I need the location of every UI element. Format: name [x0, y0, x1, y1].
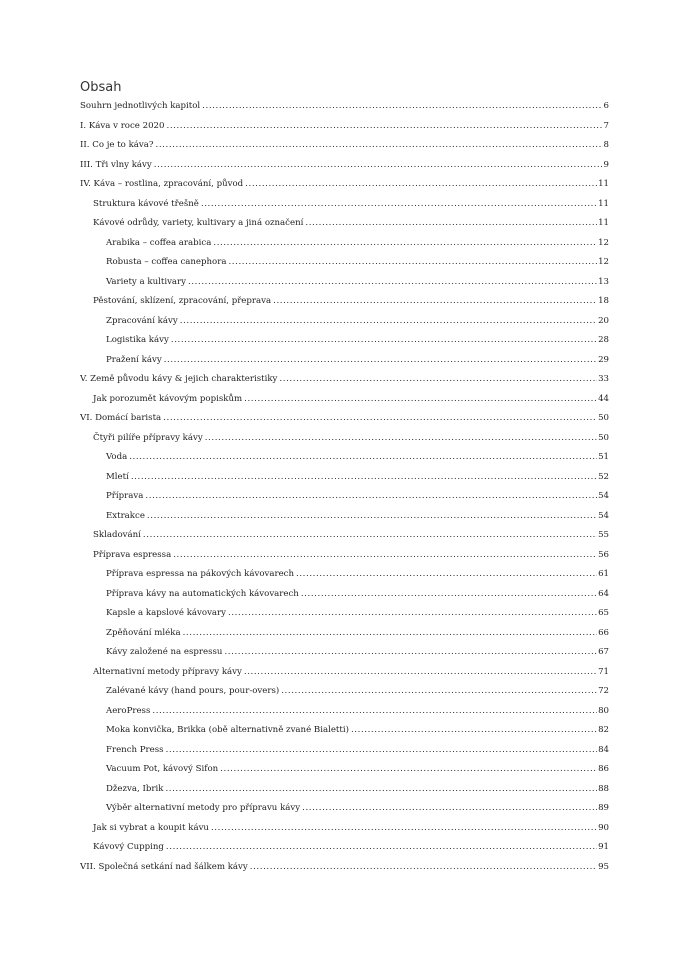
toc-entry[interactable]	[80, 195, 609, 215]
toc-entry[interactable]	[80, 780, 609, 800]
toc-entry[interactable]	[80, 858, 609, 878]
dot-leader	[147, 507, 597, 527]
toc-entry[interactable]	[80, 351, 609, 371]
toc-entry[interactable]	[80, 741, 609, 761]
toc-entry-label: Jak porozumět kávovým popiskům	[93, 393, 243, 404]
dot-leader	[228, 253, 597, 273]
dot-leader	[166, 838, 597, 858]
toc-entry[interactable]	[80, 507, 609, 527]
toc-entry[interactable]	[80, 214, 609, 234]
toc-entry-label: Jak si vybrat a koupit kávu	[93, 822, 209, 833]
toc-entry-page: 64	[598, 588, 609, 599]
toc-entry-label: VI. Domácí barista	[80, 413, 162, 423]
toc-entry[interactable]	[80, 390, 609, 410]
toc-entry-page: 54	[598, 491, 609, 501]
toc-entry-page: 33	[598, 374, 609, 384]
dot-leader	[211, 819, 597, 839]
toc-entry[interactable]	[80, 663, 609, 683]
toc-entry[interactable]	[80, 97, 609, 117]
toc-entry[interactable]	[80, 448, 609, 468]
toc-entry-page: 44	[598, 393, 609, 404]
toc-entry[interactable]	[80, 546, 609, 566]
dot-leader	[163, 409, 597, 429]
toc-entry-page: 66	[598, 627, 609, 638]
toc-entry-page: 11	[598, 218, 609, 228]
toc-entry-page: 89	[598, 803, 609, 813]
table-of-contents	[80, 97, 609, 877]
toc-entry[interactable]	[80, 429, 609, 449]
toc-entry[interactable]	[80, 370, 609, 390]
dot-leader	[213, 234, 597, 254]
dot-leader	[202, 97, 602, 117]
toc-entry-page: 20	[598, 315, 609, 326]
dot-leader	[273, 292, 597, 312]
toc-entry-label: Arabika – coffea arabica	[106, 237, 212, 248]
toc-entry[interactable]	[80, 136, 609, 156]
dot-leader	[244, 663, 597, 683]
toc-entry-page: 82	[598, 725, 609, 735]
toc-entry[interactable]	[80, 682, 609, 702]
dot-leader	[129, 448, 597, 468]
dot-leader	[166, 741, 597, 761]
toc-entry[interactable]	[80, 312, 609, 332]
toc-entry[interactable]	[80, 565, 609, 585]
toc-entry[interactable]	[80, 526, 609, 546]
toc-entry-label: Zpracování kávy	[106, 315, 178, 326]
dot-leader	[152, 702, 597, 722]
toc-entry-page: 88	[598, 783, 609, 794]
toc-entry[interactable]	[80, 760, 609, 780]
toc-entry-label: III. Tři vlny kávy	[80, 159, 152, 170]
toc-entry[interactable]	[80, 292, 609, 312]
toc-entry-page: 28	[598, 335, 609, 345]
toc-entry-label: Kávy založené na espressu	[106, 647, 223, 657]
dot-leader	[180, 312, 597, 332]
dot-leader	[131, 468, 597, 488]
toc-entry-label: Kapsle a kapslové kávovary	[106, 608, 227, 618]
toc-entry-label: Příprava espressa	[93, 549, 172, 560]
toc-entry[interactable]	[80, 175, 609, 195]
toc-entry[interactable]	[80, 468, 609, 488]
dot-leader	[250, 858, 597, 878]
dot-leader	[173, 546, 597, 566]
toc-entry-page: 71	[598, 666, 609, 677]
toc-entry[interactable]	[80, 721, 609, 741]
toc-entry-label: IV. Káva – rostlina, zpracování, původ	[80, 179, 244, 189]
toc-title: Obsah	[80, 80, 122, 95]
toc-entry-label: Čtyři pilíře přípravy kávy	[93, 432, 203, 443]
toc-entry-page: 56	[598, 549, 609, 560]
toc-entry-label: Příprava	[106, 491, 144, 501]
dot-leader	[305, 214, 597, 234]
toc-entry-label: VII. Společná setkání nad šálkem kávy	[80, 861, 248, 872]
toc-entry-label: Příprava espressa na pákových kávovarech	[106, 569, 295, 579]
toc-entry-page: 80	[598, 705, 609, 716]
toc-entry-page: 11	[598, 198, 609, 209]
toc-entry-page: 72	[598, 686, 609, 696]
toc-entry-label: II. Co je to káva?	[80, 140, 154, 150]
toc-entry[interactable]	[80, 838, 609, 858]
toc-entry-label: Zpěňování mléka	[106, 627, 181, 638]
dot-leader	[145, 487, 597, 507]
toc-entry-page: 90	[598, 822, 609, 833]
dot-leader	[301, 585, 597, 605]
toc-entry[interactable]	[80, 234, 609, 254]
toc-entry[interactable]	[80, 409, 609, 429]
dot-leader	[220, 760, 597, 780]
toc-entry-page: 95	[598, 861, 609, 872]
toc-entry[interactable]	[80, 604, 609, 624]
toc-entry[interactable]	[80, 273, 609, 293]
toc-entry-page: 54	[598, 510, 609, 521]
toc-entry-label: Struktura kávové třešně	[93, 198, 199, 209]
toc-entry-page: 61	[598, 569, 609, 579]
toc-entry-label: V. Země původu kávy & jejich charakteristiky	[80, 374, 278, 384]
toc-entry-label: Pražení kávy	[106, 354, 162, 365]
toc-entry-page: 86	[598, 764, 609, 774]
toc-entry-page: 29	[598, 354, 609, 365]
toc-entry-label: Mletí	[106, 471, 129, 482]
dot-leader	[228, 604, 597, 624]
dot-leader	[205, 429, 597, 449]
toc-entry-page: 52	[598, 471, 609, 482]
toc-entry-label: Skladování	[93, 530, 141, 540]
toc-entry-page: 13	[598, 276, 609, 287]
toc-entry-page: 11	[598, 179, 609, 189]
toc-entry-label: French Press	[106, 744, 164, 755]
toc-entry[interactable]	[80, 156, 609, 176]
toc-entry[interactable]	[80, 624, 609, 644]
dot-leader	[245, 175, 597, 195]
toc-entry-label: Alternativní metody přípravy kávy	[93, 666, 242, 677]
toc-entry-page: 6	[603, 101, 609, 111]
toc-entry-label: Souhrn jednotlivých kapitol	[80, 101, 201, 111]
toc-entry-label: I. Káva v roce 2020	[80, 120, 165, 131]
dot-leader	[164, 351, 597, 371]
toc-entry[interactable]	[80, 487, 609, 507]
toc-entry-page: 50	[598, 413, 609, 423]
toc-entry-label: Džezva, Ibrik	[106, 783, 164, 794]
toc-entry-page: 8	[603, 140, 609, 150]
toc-entry-page: 12	[598, 257, 609, 267]
toc-entry-label: Logistika kávy	[106, 335, 169, 345]
dot-leader	[171, 331, 597, 351]
dot-leader	[156, 136, 603, 156]
dot-leader	[143, 526, 597, 546]
toc-entry[interactable]	[80, 643, 609, 663]
dot-leader	[279, 370, 597, 390]
toc-entry-label: Kávový Cupping	[93, 842, 164, 852]
toc-entry-page: 84	[598, 744, 609, 755]
toc-entry-page: 67	[598, 647, 609, 657]
toc-entry[interactable]	[80, 253, 609, 273]
toc-entry-label: Moka konvička, Brikka (obě alternativně zvané Bialetti)	[106, 725, 349, 735]
toc-entry[interactable]	[80, 819, 609, 839]
dot-leader	[302, 799, 597, 819]
toc-entry[interactable]	[80, 331, 609, 351]
toc-entry-page: 51	[598, 452, 609, 462]
toc-entry-page: 18	[598, 296, 609, 306]
toc-entry[interactable]	[80, 117, 609, 137]
dot-leader	[296, 565, 597, 585]
toc-entry-page: 7	[603, 120, 609, 131]
dot-leader	[201, 195, 597, 215]
toc-entry-page: 9	[603, 159, 609, 170]
toc-entry-page: 55	[598, 530, 609, 540]
toc-entry-label: Zalévané kávy (hand pours, pour-overs)	[106, 686, 280, 696]
toc-entry-page: 91	[598, 842, 609, 852]
toc-entry-label: Variety a kultivary	[106, 276, 187, 287]
toc-entry-label: Výběr alternativní metody pro přípravu kávy	[106, 803, 301, 813]
dot-leader	[183, 624, 597, 644]
toc-entry-page: 65	[598, 608, 609, 618]
toc-entry[interactable]	[80, 585, 609, 605]
toc-entry-label: AeroPress	[106, 705, 151, 716]
dot-leader	[188, 273, 597, 293]
dot-leader	[244, 390, 597, 410]
dot-leader	[166, 117, 602, 137]
toc-entry-label: Pěstování, sklízení, zpracování, přeprava	[93, 296, 272, 306]
toc-entry[interactable]	[80, 702, 609, 722]
toc-entry-page: 50	[598, 432, 609, 443]
dot-leader	[154, 156, 603, 176]
toc-entry[interactable]	[80, 799, 609, 819]
dot-leader	[351, 721, 597, 741]
toc-entry-label: Robusta – coffea canephora	[106, 257, 227, 267]
toc-entry-label: Voda	[106, 452, 128, 462]
toc-entry-label: Příprava kávy na automatických kávovarech	[106, 588, 299, 599]
dot-leader	[165, 780, 597, 800]
toc-entry-label: Vacuum Pot, kávový Sifon	[106, 764, 219, 774]
toc-entry-label: Kávové odrůdy, variety, kultivary a jiná označení	[93, 218, 304, 228]
dot-leader	[224, 643, 597, 663]
dot-leader	[281, 682, 597, 702]
toc-entry-page: 12	[598, 237, 609, 248]
toc-entry-label: Extrakce	[106, 510, 145, 521]
